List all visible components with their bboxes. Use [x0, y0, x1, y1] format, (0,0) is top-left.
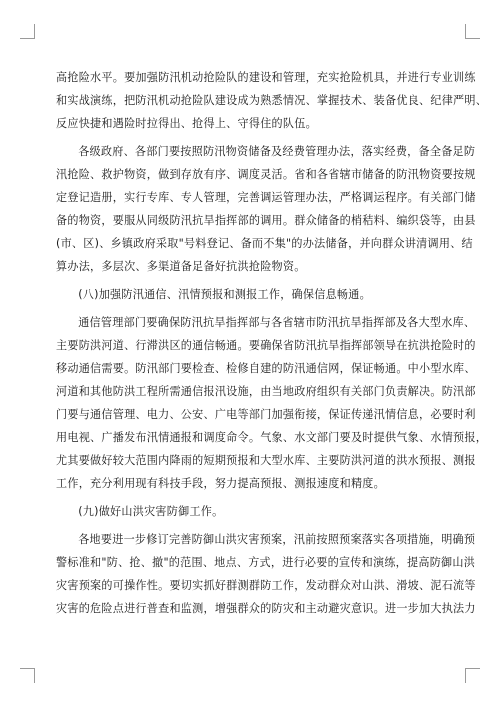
text-line: 高抢险水平。要加强防汛机动抢险队的建设和管理，充实抢险机具，并进行专业训练: [56, 71, 476, 84]
text-line: 尤其要做好较大范围内降雨的短期预报和大型水库、主要防洪河道的洪水预报、测报: [56, 454, 476, 467]
text-line: 算办法，多层次、多渠道备足备好抗洪抢险物资。: [56, 260, 306, 273]
text-line: 反应快捷和遇险时拉得出、抢得上、守得住的队伍。: [56, 117, 317, 130]
text-line: 用电视、广播发布汛情通报和调度命令。气象、水文部门要及时提供气象、水情预报，: [56, 431, 488, 444]
text-line: 备的物资，要服从同级防汛抗旱指挥部的调用。群众储备的梢秸料、编织袋等，由县: [56, 214, 476, 227]
text-line: (九)做好山洪灾害防御工作。: [78, 505, 224, 518]
paragraph: [56, 283, 444, 306]
text-line: 工作，充分利用现有科技手段，努力提高预报、测报速度和精度。: [56, 477, 385, 490]
text-line: (八)加强防汛通信、汛情预报和测报工作，确保信息畅通。: [78, 288, 371, 301]
text-line: 河道和其他防洪工程所需通信报汛设施，由当地政府组织有关部门负责解决。防汛部: [56, 385, 476, 398]
text-line: 主要防洪河道、行滞洪区的通信畅通。要确保省防汛抗旱指挥部领导在抗洪抢险时的: [56, 339, 476, 352]
text-line: 灾害的危险点进行普查和监测，增强群众的防灾和主动避灾意识。进一步加大执法力: [56, 602, 476, 615]
text-line: 通信管理部门要确保防汛抗旱指挥部与各省辖市防汛抗旱指挥部及各大型水库、: [78, 316, 476, 329]
paragraph: [56, 528, 476, 620]
document-body: [56, 66, 488, 620]
crop-mark-bottom-left: [20, 668, 35, 683]
text-line: 门要与通信管理、电力、公安、广电等部门加强衔接，保证传递汛情信息，必要时利: [56, 408, 476, 421]
paragraph: [56, 311, 488, 495]
text-line: 移动通信需要。防汛部门要检查、检修自建的防汛通信网，保证畅通。中小型水库、: [56, 362, 476, 375]
crop-mark-top-left: [20, 24, 35, 39]
crop-mark-top-right: [465, 24, 480, 39]
text-line: 汛抢险、救护物资，做到存放有序、调度灵活。省和各省辖市储备的防汛物资要按规: [56, 168, 476, 181]
text-line: 各地要进一步修订完善防御山洪灾害预案，汛前按照预案落实各项措施，明确预: [78, 533, 476, 546]
text-line: 灾害预案的可操作性。要切实抓好群测群防工作，发动群众对山洪、滑坡、泥石流等: [56, 579, 476, 592]
text-line: 定登记造册，实行专库、专人管理，完善调运管理办法，严格调运程序。有关部门储: [56, 191, 476, 204]
text-line: 和实战演练，把防汛机动抢险队建设成为熟悉情况、掌握技术、装备优良、纪律严明、: [56, 94, 488, 107]
paragraph: [56, 500, 444, 523]
paragraph: [56, 140, 476, 278]
paragraph: [56, 66, 488, 135]
text-line: 警标准和"防、抢、撤"的范围、地点、方式，进行必要的宣传和演练，提高防御山洪: [56, 556, 476, 569]
crop-mark-bottom-right: [465, 668, 480, 683]
text-line: (市、区)、乡镇政府采取"号料登记、备而不集"的办法储备，并向群众讲清调用、结: [56, 237, 473, 250]
text-line: 各级政府、各部门要按照防汛物资储备及经费管理办法，落实经费，备全备足防: [78, 145, 476, 158]
